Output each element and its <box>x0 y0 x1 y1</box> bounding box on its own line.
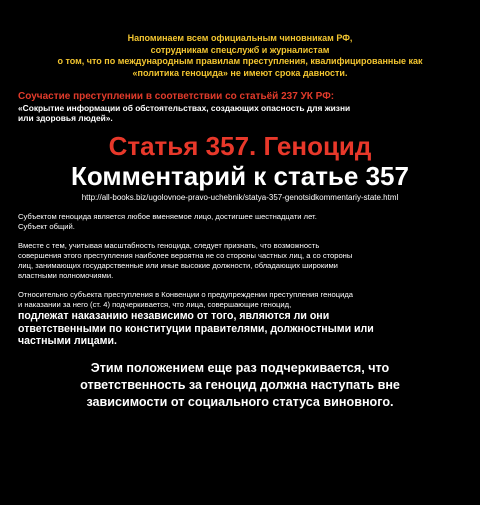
paragraph-subject <box>18 212 462 232</box>
concealment-line: или здоровья людей». <box>18 113 113 123</box>
concealment-line: «Сокрытие информации об обстоятельствах, создающих опасность для жизни <box>18 103 351 113</box>
official-notice <box>18 33 462 79</box>
conclusion-line: ответственность за геноцид должна наступать вне <box>80 377 400 392</box>
concealment-heading: Соучастие преступлении в соответствии со статьёй 237 УК РФ: <box>18 91 335 102</box>
paragraph-line: Субъект общий. <box>18 222 75 231</box>
paragraph-line: властными полномочиями. <box>18 271 114 280</box>
paragraph-officials <box>18 241 462 281</box>
paragraph-line: лиц, занимающих государственные или иные высокие должности, обладающих широкими <box>18 261 338 270</box>
source-url: http://all-books.biz/ugolovnoe-pravo-uchebnik/statya-357-genotsidkommentariy-state.html <box>81 193 399 202</box>
paragraph-line: Вместе с тем, учитывая масштабность геноцида, следует признать, что возможность <box>18 241 320 250</box>
conclusion <box>18 360 462 411</box>
notice-line: о том, что по международным правилам преступления, квалифицированные как <box>57 56 423 66</box>
emphasis-line: подлежат наказанию независимо от того, являются ли они <box>18 310 330 322</box>
commentary-title: Комментарий к статье 357 <box>71 161 409 191</box>
conclusion-line: зависимости от социального статуса виновного. <box>86 394 394 409</box>
paragraph-line: и наказании за него (ст. 4) подчеркивается, что лица, совершающие геноцид, <box>18 300 292 309</box>
concealment-quote <box>18 103 462 123</box>
notice-line: «политика геноцида» не имеют срока давности. <box>132 67 348 78</box>
paragraph-line: Субъектом геноцида является любое вменяемое лицо, достигшее шестнадцати лет. <box>18 212 317 221</box>
notice-line: Напоминаем всем официальным чиновникам РФ, <box>127 33 353 43</box>
article-title: Статья 357. Геноцид <box>108 131 372 161</box>
poster <box>0 33 480 505</box>
paragraph-line: совершения этого преступления наиболее вероятна не со стороны частных лиц, а со стороны <box>18 251 353 260</box>
notice-line: сотрудникам спецслужб и журналистам <box>150 44 330 55</box>
concealment-block <box>18 91 462 123</box>
conclusion-line: Этим положением еще раз подчеркивается, что <box>90 360 390 375</box>
paragraph-convention <box>18 290 462 348</box>
emphasis-line: частными лицами. <box>18 335 117 347</box>
emphasis-line: ответственными по конституции правителями, должностными или <box>18 322 374 335</box>
paragraph-line: Относительно субъекта преступления в Конвенции о предупреждении преступления геноцида <box>18 290 354 299</box>
